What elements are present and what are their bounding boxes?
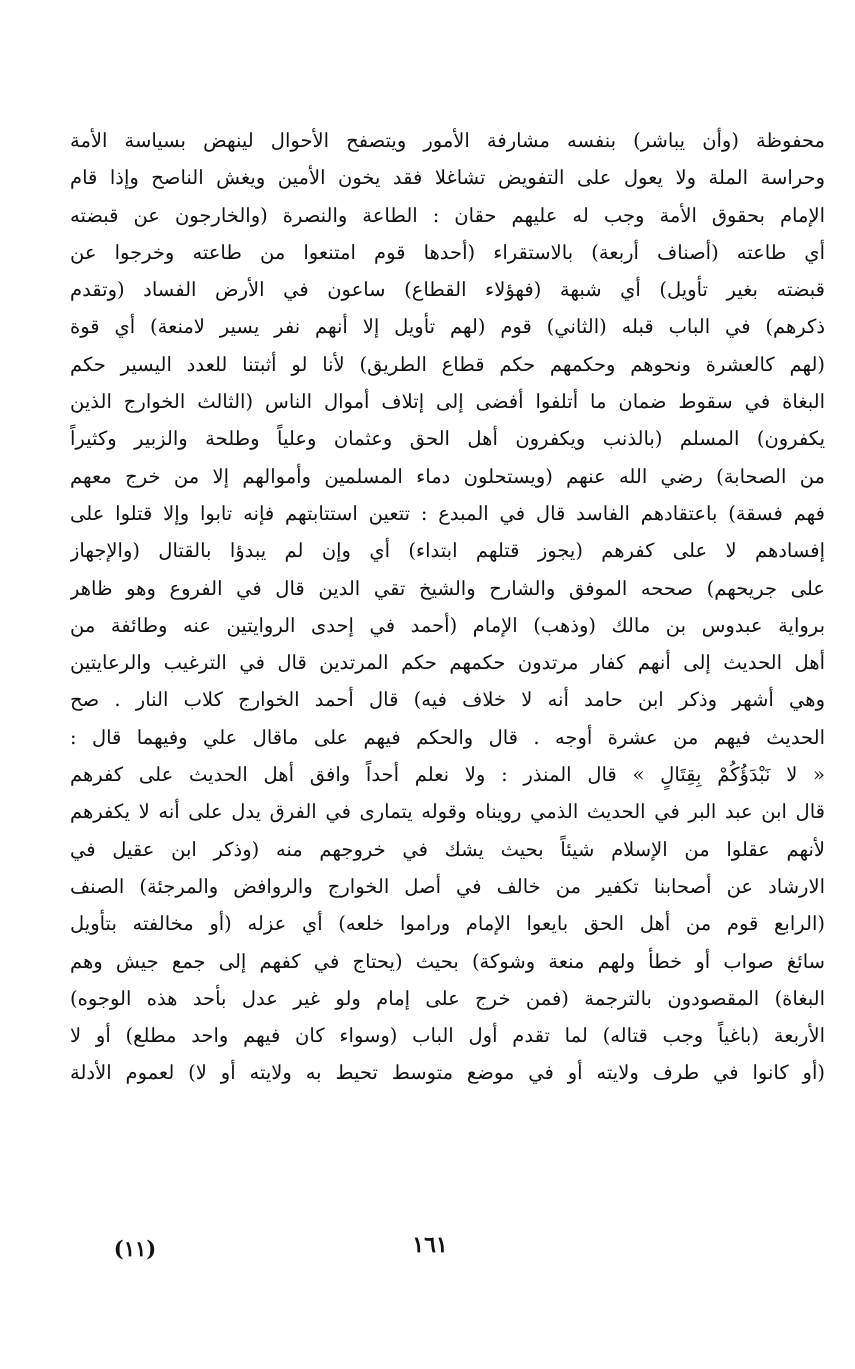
text-line: (لهم كالعشرة ونحوهم وحكمهم حكم قطاع الطريق) لأنا لو أثبتنا للعدد اليسير حكم	[70, 352, 825, 376]
text-line: أي طاعته (أصناف أربعة) بالاستقراء (أحدها قوم امتنعوا من طاعته وخرجوا عن	[70, 240, 825, 264]
text-line: ذكرهم) في الباب قبله (الثاني) قوم (لهم تأويل إلا أنهم نفر يسير لامنعة) أي قوة	[70, 315, 825, 339]
page-number: ١٦١	[412, 1232, 448, 1258]
text-line: فهم فسقة) باعتقادهم الفاسد قال في المبدع : تتعين استتابتهم فإنه تابوا وإلا قتلوا على	[70, 501, 825, 525]
text-line: سائغ صواب أو خطأ ولهم منعة وشوكة) بحيث (يحتاج في كفهم إلى جمع جيش وهم	[70, 949, 825, 973]
text-line: الأربعة (باغياً وجب قتاله) لما تقدم أول الباب (وسواء كان فيهم واحد مطلع) أو لا	[70, 1024, 825, 1048]
text-line: قال ابن عبد البر في الحديث الذمي رويناه وقوله يتمارى في الفرق يدل على أنه لا يكفرهم	[70, 800, 825, 824]
text-line: (الرابع قوم من أهل الحق بايعوا الإمام وراموا خلعه) أي عزله (أو مخالفته بتأويل	[70, 912, 825, 936]
text-line: البغاة) المقصودون بالترجمة (فمن خرج على إمام ولو غير عدل بأحد هذه الوجوه)	[70, 986, 825, 1010]
text-line: الحديث فيهم من عشرة أوجه . قال والحكم فيهم على ماقال علي وفيهما قال :	[70, 725, 825, 749]
page-footer	[0, 1232, 855, 1272]
text-line: وهي أشهر وذكر ابن حامد أنه لا خلاف فيه) قال أحمد الخوارج كلاب النار . صح	[70, 688, 825, 712]
text-line: إفسادهم لا على كفرهم (يجوز قتلهم ابتداء) أي وإن لم يبدؤا بالقتال (والإجهاز	[70, 539, 825, 563]
text-line: الإمام بحقوق الأمة وجب له عليهم حقان : الطاعة والنصرة (والخارجون عن قبضته	[70, 203, 825, 227]
text-line: محفوظة (وأن يباشر) بنفسه مشارفة الأمور ويتصفح الأحوال لينهض بسياسة الأمة	[70, 129, 825, 152]
text-line: أهل الحديث إلى أنهم كفار مرتدون حكمهم حكم المرتدين قال في الترغيب والرعايتين	[70, 651, 825, 675]
text-line: وحراسة الملة ولا يعول على التفويض تشاغلا فقد يخون الأمين ويغش الناصح وإذا قام	[70, 166, 825, 190]
text-line: قبضته بغير تأويل) أي شبهة (فهؤلاء القطاع) ساعون في الأرض الفساد (وتقدم	[70, 278, 825, 302]
body-text	[70, 122, 825, 1092]
text-line: يكفرون) المسلم (بالذنب ويكفرون أهل الحق وعثمان وعلياً وطلحة والزبير وكثيراً	[70, 427, 825, 451]
text-line: (أو كانوا في طرف ولايته أو في موضع متوسط تحيط به ولايته أو لا) لعموم الأدلة	[70, 1061, 825, 1085]
text-line: الارشاد عن أصحابنا تكفير من خالف في أصل الخوارج والروافض والمرجئة) الصنف	[70, 874, 825, 898]
text-line: « لا نَبْدَؤُكُمْ بِقِتَالٍ » قال المنذر : ولا نعلم أحداً وافق أهل الحديث على كفرهم	[70, 763, 825, 787]
text-line: لأنهم عقلوا من الإسلام شيئاً بحيث يشك في خروجهم منه (وذكر ابن عقيل في	[70, 837, 825, 861]
text-line: من الصحابة) رضي الله عنهم (ويستحلون دماء المسلمين وأموالهم إلا من خرج معهم	[70, 464, 825, 488]
text-line: على جريحهم) صححه الموفق والشارح والشيخ تقي الدين قال في الفروع وهو ظاهر	[70, 576, 825, 600]
signature-mark: (١١)	[113, 1236, 157, 1261]
text-line: البغاة في سقوط ضمان ما أتلفوا أفضى إلى إتلاف أموال الناس (الثالث الخوارج الذين	[70, 390, 825, 414]
text-line: برواية عبدوس بن مالك (وذهب) الإمام (أحمد في إحدى الروايتين عنه وطائفة من	[70, 613, 825, 637]
